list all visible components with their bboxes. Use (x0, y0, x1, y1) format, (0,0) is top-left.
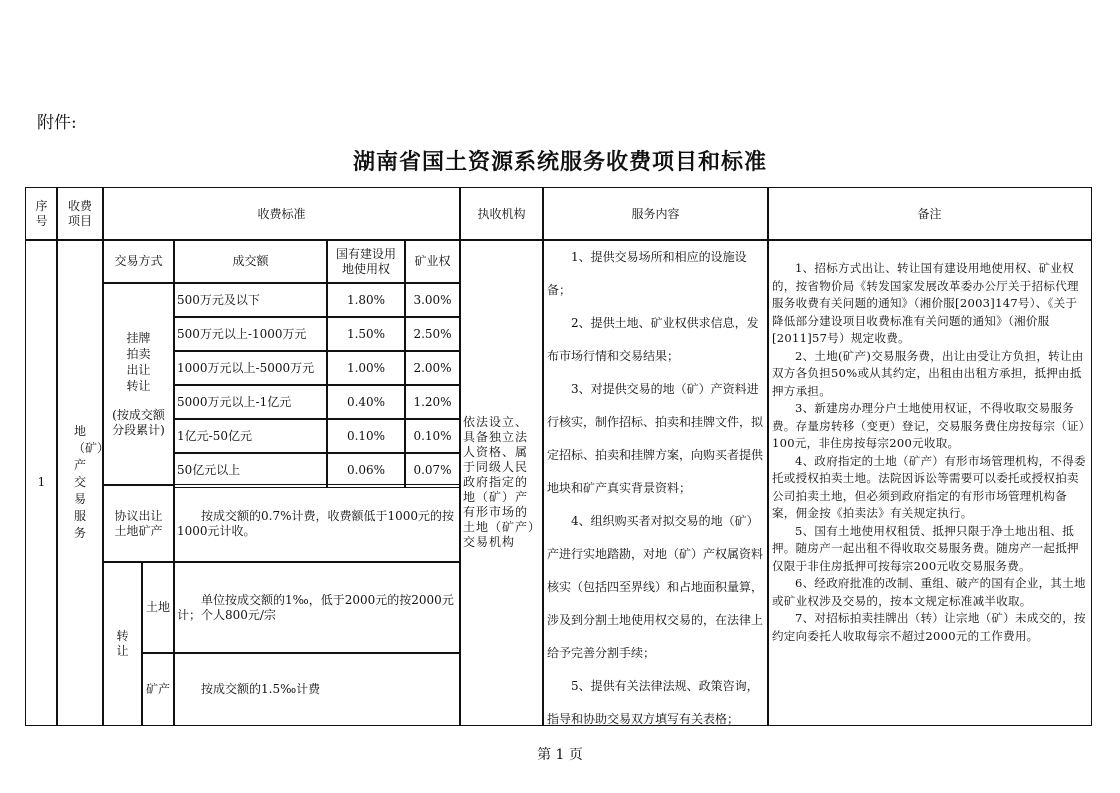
tier-amount: 5000万元以上-1亿元 (173, 384, 328, 420)
tier-amount: 500万元以上-1000万元 (173, 316, 328, 352)
agreement-fee (173, 484, 461, 563)
service-item: 5、提供有关法律法规、政策咨询，指导和协助交易双方填写有关表格； (547, 679, 759, 726)
tier-mineral-rate: 2.00% (404, 350, 461, 386)
sub-header-mineral: 矿业权 (404, 239, 461, 284)
remark-item: 2、土地(矿产)交易服务费，出让由受让方负担，转让由双方各负担50%或从其约定，出租由出租方承担，抵押由抵押方承担。 (772, 348, 1084, 398)
header-remarks: 备注 (767, 187, 1092, 241)
remark-item: 7、对招标拍卖挂牌出（转）让宗地（矿）未成交的，按约定向委托人收取每宗不超过2000元的工作费用。 (772, 611, 1086, 643)
header-item-text: 收费项目 (67, 199, 92, 228)
row-item (56, 239, 110, 726)
header-item (56, 187, 104, 241)
page-number: 第 1 页 (537, 747, 583, 763)
transfer-land-fee (173, 561, 461, 654)
tier-mineral-rate: 0.07% (404, 452, 461, 488)
tier-land-rate: 0.06% (326, 452, 406, 488)
header-standard: 收费标准 (102, 187, 461, 241)
tier-land-rate: 1.00% (326, 350, 406, 386)
row-item-text: 地（矿）产交易服务 (73, 424, 110, 540)
tier-land-rate: 1.80% (326, 282, 406, 318)
header-agency: 执收机构 (459, 187, 544, 241)
transfer-land-label: 土地 (141, 561, 175, 654)
remark-item: 1、招标方式出让、转让国有建设用地使用权、矿业权的，按省物价局《转发国家发展改革委办公厅关于招标代理服务收费有关问题的通知》（湘价服[2003]147号）、《关于降低部分建设项目收费标准有关问题的通知》（湘价服[2011]57号）规定收费。 (772, 261, 1079, 345)
header-service: 服务内容 (542, 187, 769, 241)
sub-header-land-text: 国有建设用地使用权 (336, 246, 397, 276)
row-seq: 1 (25, 239, 58, 726)
tier-mineral-rate: 0.10% (404, 418, 461, 454)
sub-header-method: 交易方式 (102, 239, 175, 284)
header-seq-text: 序号 (35, 199, 48, 228)
sub-header-land (326, 239, 406, 284)
transfer-label-text: 转让 (116, 628, 129, 658)
service-item: 1、提供交易场所和相应的设施设备； (547, 250, 747, 297)
transfer-mineral-label: 矿产 (141, 652, 175, 726)
service-item: 4、组织购买者对拟交易的地（矿）产进行实地踏勘，对地（矿）产权属资料核实（包括四至界线）和占地面积量算，涉及到分割土地使用权交易的，在法律上给予完善分割手续； (547, 514, 764, 660)
tier-mineral-rate: 3.00% (404, 282, 461, 318)
tier-amount: 50亿元以上 (173, 452, 328, 488)
sub-header-amount: 成交额 (173, 239, 328, 284)
agency-text: 依法设立、具备独立法人资格、属于同级人民政府指定的地（矿）产有形市场的土地（矿产）交易机构 (463, 415, 536, 549)
agreement-label-text: 协议出让土地矿产 (114, 508, 163, 538)
method-auction-label: 挂牌拍卖出让转让 (126, 331, 151, 393)
transfer-label (102, 561, 143, 726)
service-item: 2、提供土地、矿业权供求信息，发布市场行情和交易结果； (547, 316, 759, 363)
tier-amount: 500万元及以下 (173, 282, 328, 318)
tier-land-rate: 0.40% (326, 384, 406, 420)
page-title: 湖南省国土资源系统服务收费项目和标准 (352, 149, 767, 175)
method-auction-note: (按成交额分段累计) (112, 408, 165, 437)
remarks-cell (767, 239, 1092, 726)
agreement-label (102, 484, 175, 563)
tier-amount: 1亿元-50亿元 (173, 418, 328, 454)
remark-item: 5、国有土地使用权租赁、抵押只限于净土地出租、抵押。随房产一起出租不得收取交易服务费。随房产一起抵押仅限于非住房抵押可按每宗200元收交易服务费。 (772, 523, 1079, 573)
remark-item: 6、经政府批准的改制、重组、破产的国有企业，其土地或矿业权涉及交易的，按本文规定标准减半收取。 (772, 576, 1086, 608)
method-auction (102, 282, 175, 486)
agreement-fee-text: 按成交额的0.7%计费，收费额低于1000元的按1000元计收。 (177, 508, 455, 538)
attachment-label: 附件: (37, 113, 77, 133)
transfer-mineral-fee-text: 按成交额的1.5‰计费 (201, 681, 321, 696)
header-seq (25, 187, 58, 241)
tier-mineral-rate: 2.50% (404, 316, 461, 352)
tier-mineral-rate: 1.20% (404, 384, 461, 420)
tier-land-rate: 1.50% (326, 316, 406, 352)
tier-amount: 1000万元以上-5000万元 (173, 350, 328, 386)
service-item: 3、对提供交易的地（矿）产资料进行核实，制作招标、拍卖和挂牌文件，拟定招标、拍卖和挂牌方案，向购买者提供地块和矿产真实背景资料； (547, 382, 764, 495)
tier-land-rate: 0.10% (326, 418, 406, 454)
service-content (542, 239, 769, 726)
transfer-mineral-fee (173, 652, 461, 726)
remark-item: 4、政府指定的土地（矿产）有形市场管理机构，不得委托或授权拍卖土地。法院因诉讼等需要可以委托或授权拍卖公司拍卖土地，但必须到政府指定的有形市场管理机构备案，佣金按《拍卖法》有关规定执行。 (772, 453, 1086, 520)
agency-cell (459, 239, 544, 726)
remark-item: 3、新建房办理分户土地使用权证，不得收取交易服务费。存量房转移（变更）登记，交易服务费住房按每宗（证）100元，非住房按每宗200元收取。 (772, 401, 1085, 450)
transfer-land-fee-text: 单位按成交额的1‰，低于2000元的按2000元计；个人800元/宗 (177, 592, 454, 622)
